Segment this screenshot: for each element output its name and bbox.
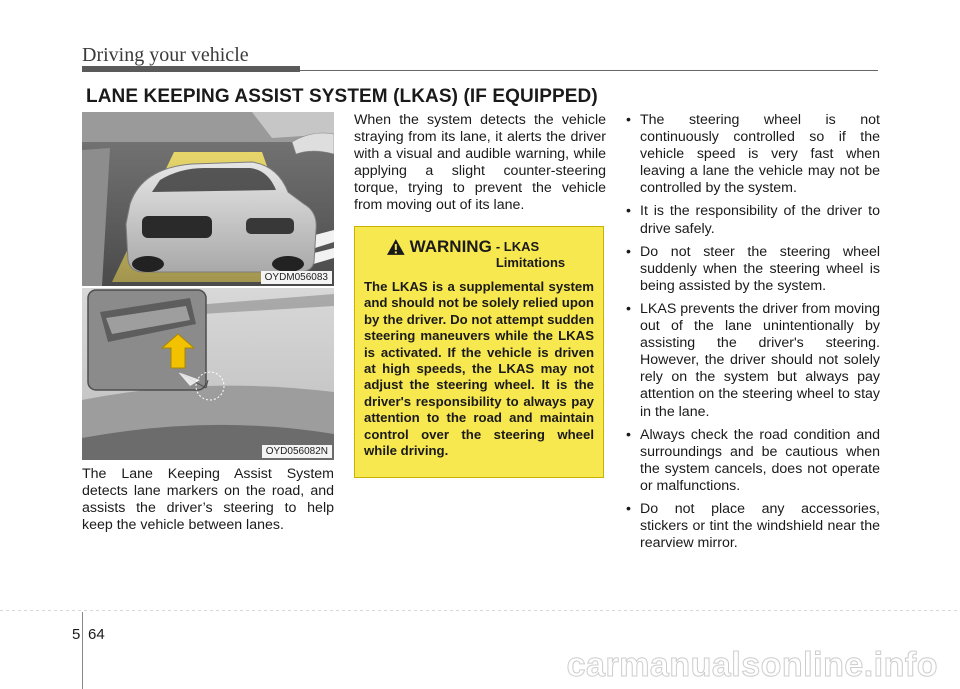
warning-triangle-icon — [386, 238, 406, 256]
footer-rule-dotted — [0, 610, 960, 611]
figure-code-1: OYDM056083 — [261, 271, 332, 284]
warning-text: The LKAS is a supplemental system and should not be solely relied upon by the driver. Do not attempt sudden steering maneuvers while the LKAS is activated. If the vehicle is driven at high speeds, the LKAS may not adjust the steering wheel. It is the driver's responsibility to always pay attention to the road and maintain control over the steering wheel while driving. — [364, 279, 594, 459]
car-lane-illustration — [82, 112, 334, 286]
bullet-dot: • — [626, 243, 631, 260]
figure-windshield-camera — [82, 288, 334, 460]
bullet-dot: • — [626, 203, 631, 220]
list-item: • LKAS prevents the driver from moving out of the lane unintentionally by assisting the driver's steering. However, the driver should not solely rely on the system but always pay attention on the steering wheel to stay in the lane. — [626, 300, 880, 420]
page-title: LANE KEEPING ASSIST SYSTEM (LKAS) (IF EQUIPPED) — [86, 86, 598, 107]
list-item: • It is the responsibility of the driver to drive safely. — [626, 203, 880, 237]
footer-rule-vertical — [82, 612, 83, 689]
section-header: Driving your vehicle — [82, 44, 249, 66]
list-item: • Do not place any accessories, stickers or tint the windshield near the rearview mirror. — [626, 500, 880, 552]
windshield-illustration — [82, 288, 334, 460]
caution-bullets — [626, 112, 880, 558]
figure-lane-camera — [82, 112, 334, 286]
bullet-dot: • — [626, 112, 631, 128]
list-item: • The steering wheel is not continuously controlled so if the vehicle speed is very fast when leaving a lane the vehicle may not be controlled by the system. — [626, 112, 880, 197]
warning-header — [364, 237, 594, 271]
footer-chapter-number: 5 — [72, 626, 81, 643]
figure-code-2: OYD056082N — [262, 445, 332, 458]
bullet-dot: • — [626, 500, 631, 517]
intro-paragraph: The Lane Keeping Assist System detects lane markers on the road, and assists the driver’s steering to help keep the vehicle between lanes. — [82, 466, 334, 534]
header-rule-thin — [300, 70, 878, 71]
footer-page-number: 64 — [88, 626, 105, 643]
watermark: carmanualsonline.info — [566, 646, 938, 684]
warning-box — [354, 226, 604, 478]
bullet-dot: • — [626, 426, 631, 443]
header-rule-thick — [82, 66, 300, 72]
bullet-dot: • — [626, 300, 631, 317]
warning-subtitle: - LKAS Limitations — [495, 239, 566, 270]
detection-paragraph: When the system detects the vehicle straying from its lane, it alerts the driver with a visual and audible warning, while applying a slight counter-steering torque, trying to prevent the vehicle from moving out of its lane. — [354, 112, 606, 214]
list-item: • Do not steer the steering wheel suddenly when the steering wheel is being assisted by the system. — [626, 243, 880, 294]
warning-word: WARNING — [409, 237, 492, 256]
list-item: • Always check the road condition and surroundings and be cautious when the system cancels, does not operate or malfunctions. — [626, 426, 880, 494]
